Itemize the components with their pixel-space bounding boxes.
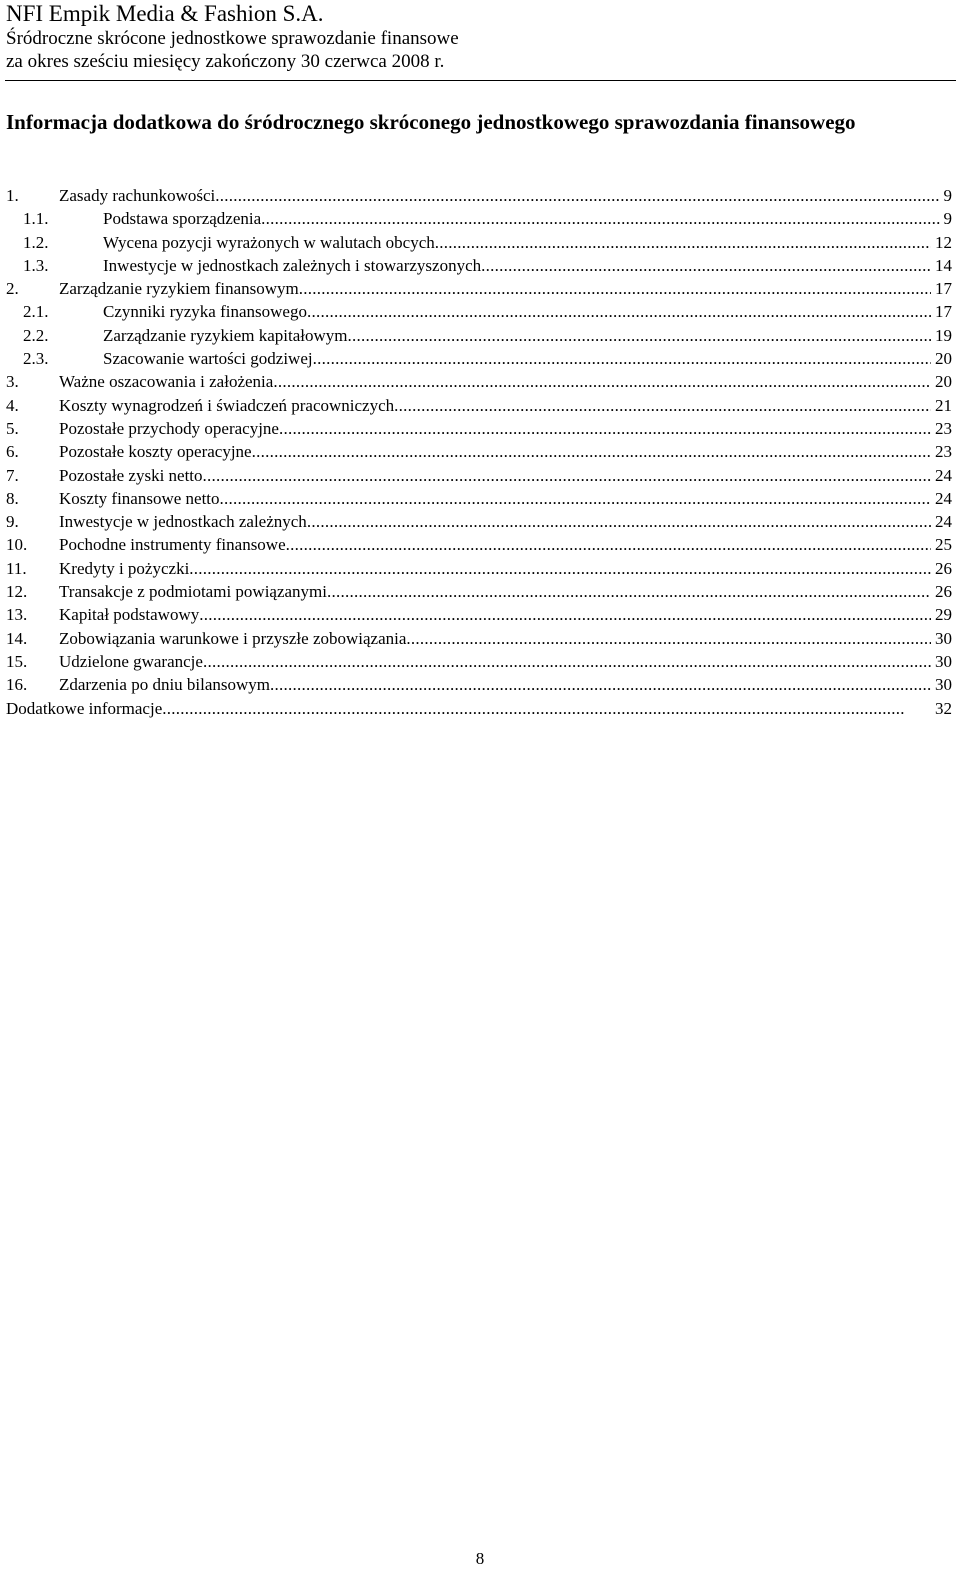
toc-entry-title: Szacowanie wartości godziwej xyxy=(103,349,313,369)
toc-dot-leader xyxy=(313,347,931,370)
toc-entry-title: Wycena pozycji wyrażonych w walutach obcych xyxy=(103,232,435,252)
toc-entry-number: 11. xyxy=(6,558,27,578)
page-number: 8 xyxy=(475,1549,485,1568)
toc-entry-page: 17 xyxy=(935,279,952,299)
toc-entry-page: 29 xyxy=(935,605,952,625)
toc-entry-number: 1.2. xyxy=(23,232,49,252)
toc-entry[interactable] xyxy=(6,650,952,673)
toc-entry-title: Transakcje z podmiotami powiązanymi xyxy=(59,582,328,602)
toc-entry-number: 1. xyxy=(6,186,19,205)
toc-entry-number: 3. xyxy=(6,372,19,392)
toc-entry[interactable] xyxy=(6,697,952,720)
toc-entry-page: 30 xyxy=(935,675,952,695)
toc-entry-title: Podstawa sporządzenia xyxy=(103,209,262,229)
toc-dot-leader xyxy=(435,231,931,254)
toc-entry-number: 13. xyxy=(6,605,28,625)
toc-entry-title: Inwestycje w jednostkach zależnych i stowarzyszonych xyxy=(103,255,482,275)
toc-entry-number: 2.2. xyxy=(23,325,49,345)
toc-dot-leader xyxy=(215,184,939,207)
toc-entry-number: 4. xyxy=(6,395,19,415)
toc-entry-page: 23 xyxy=(935,442,952,462)
toc-entry-number: 8. xyxy=(6,488,19,508)
toc-entry-title: Zobowiązania warunkowe i przyszłe zobowiązania xyxy=(59,628,407,648)
toc-entry-title: Koszty wynagrodzeń i świadczeń pracowniczych xyxy=(59,395,395,415)
toc-dot-leader xyxy=(203,464,931,487)
toc-entry-number: 10. xyxy=(6,535,28,555)
toc-entry-page: 20 xyxy=(935,372,952,392)
report-period: za okres sześciu miesięcy zakończony 30 czerwca 2008 r. xyxy=(6,51,445,72)
toc-entry-page: 20 xyxy=(935,349,952,369)
toc-entry-title: Kredyty i pożyczki xyxy=(59,558,190,578)
toc-dot-leader xyxy=(203,650,931,673)
toc-entry-title: Udzielone gwarancje xyxy=(59,651,203,671)
toc-dot-leader xyxy=(252,440,931,463)
toc-dot-leader xyxy=(406,627,931,650)
company-name: NFI Empik Media & Fashion S.A. xyxy=(6,1,324,26)
toc-entry[interactable] xyxy=(6,254,952,277)
toc-dot-leader xyxy=(348,324,932,347)
toc-entry-page: 17 xyxy=(935,302,952,322)
toc-entry-page: 26 xyxy=(935,558,952,578)
toc-entry-title: Ważne oszacowania i założenia xyxy=(59,372,274,392)
toc-entry-number: 2.3. xyxy=(23,349,49,369)
toc-entry-title: Pozostałe koszty operacyjne xyxy=(59,442,252,462)
toc-entry-number: 5. xyxy=(6,418,19,438)
toc-entry[interactable] xyxy=(6,464,952,487)
toc-dot-leader xyxy=(286,533,931,556)
toc-entry-number: 2. xyxy=(6,279,19,299)
toc-dot-leader xyxy=(481,254,931,277)
toc-entry[interactable] xyxy=(6,417,952,440)
toc-entry[interactable] xyxy=(6,487,952,510)
toc-entry[interactable] xyxy=(6,510,952,533)
toc-entry-page: 25 xyxy=(935,535,952,555)
header-divider xyxy=(5,80,956,81)
toc-dot-leader xyxy=(220,487,931,510)
toc-entry-page: 24 xyxy=(935,465,952,485)
toc-entry-page: 21 xyxy=(935,395,952,415)
toc-entry-title: Zdarzenia po dniu bilansowym xyxy=(59,675,271,695)
toc-entry-page: 32 xyxy=(935,698,952,718)
toc-dot-leader xyxy=(307,300,931,323)
toc-entry-title: Pozostałe przychody operacyjne xyxy=(59,418,279,438)
toc-entry-title: Koszty finansowe netto xyxy=(59,488,220,508)
toc-entry-title: Inwestycje w jednostkach zależnych xyxy=(59,512,307,532)
toc-entry[interactable] xyxy=(6,300,952,323)
toc-entry-page: 30 xyxy=(935,628,952,648)
toc-entry-title: Dodatkowe informacje xyxy=(6,698,163,718)
toc-dot-leader xyxy=(270,673,931,696)
toc-entry-title: Pozostałe zyski netto xyxy=(59,465,203,485)
toc-dot-leader xyxy=(162,697,931,720)
toc-entry-number: 1.1. xyxy=(23,209,49,229)
toc-entry-page: 30 xyxy=(935,651,952,671)
toc-entry[interactable] xyxy=(6,231,952,254)
toc-entry[interactable] xyxy=(6,324,952,347)
toc-entry-number: 15. xyxy=(6,651,28,671)
toc-entry-page: 19 xyxy=(935,325,952,345)
toc-dot-leader xyxy=(279,417,931,440)
toc-entry-title: Czynniki ryzyka finansowego xyxy=(103,302,307,322)
toc-entry-page: 23 xyxy=(935,418,952,438)
toc-dot-leader xyxy=(394,394,931,417)
toc-dot-leader xyxy=(189,557,931,580)
toc-dot-leader xyxy=(299,277,931,300)
toc-entry[interactable] xyxy=(6,627,952,650)
toc-entry-page: 12 xyxy=(935,232,952,252)
toc-entry-title: Zarządzanie ryzykiem kapitałowym xyxy=(103,325,348,345)
toc-entry-number: 14. xyxy=(6,628,28,648)
toc-entry-number: 2.1. xyxy=(23,302,49,322)
toc-dot-leader xyxy=(273,370,931,393)
toc-entry[interactable] xyxy=(6,603,952,626)
toc-entry-number: 7. xyxy=(6,465,19,485)
table-of-contents xyxy=(6,184,952,720)
toc-dot-leader xyxy=(199,603,931,626)
toc-entry[interactable] xyxy=(6,347,952,370)
toc-entry-page: 24 xyxy=(935,512,952,532)
toc-entry-number: 16. xyxy=(6,675,28,695)
toc-entry-page: 9 xyxy=(943,186,952,205)
toc-entry-number: 1.3. xyxy=(23,255,49,275)
toc-entry-number: 6. xyxy=(6,442,19,462)
toc-entry-number: 9. xyxy=(6,512,19,532)
toc-dot-leader xyxy=(307,510,931,533)
toc-entry[interactable] xyxy=(6,440,952,463)
toc-entry-title: Pochodne instrumenty finansowe xyxy=(59,535,286,555)
document-header xyxy=(6,0,956,73)
report-title: Śródroczne skrócone jednostkowe sprawozdanie finansowe xyxy=(6,28,459,49)
toc-entry[interactable] xyxy=(6,207,952,230)
toc-entry-number: 12. xyxy=(6,582,28,602)
toc-entry[interactable] xyxy=(6,580,952,603)
toc-entry-page: 9 xyxy=(943,209,952,229)
toc-entry-page: 14 xyxy=(935,255,952,275)
toc-entry[interactable] xyxy=(6,277,952,300)
toc-entry[interactable] xyxy=(6,533,952,556)
toc-entry[interactable] xyxy=(6,557,952,580)
toc-entry-title: Kapitał podstawowy xyxy=(59,605,200,625)
toc-entry-title: Zarządzanie ryzykiem finansowym xyxy=(59,279,299,299)
toc-entry[interactable] xyxy=(6,184,952,207)
toc-entry[interactable] xyxy=(6,673,952,696)
toc-entry[interactable] xyxy=(6,370,952,393)
toc-entry-title: Zasady rachunkowości xyxy=(59,186,216,205)
toc-dot-leader xyxy=(261,207,939,230)
toc-dot-leader xyxy=(327,580,931,603)
toc-entry[interactable] xyxy=(6,394,952,417)
toc-entry-page: 24 xyxy=(935,488,952,508)
toc-entry-page: 26 xyxy=(935,582,952,602)
section-heading: Informacja dodatkowa do śródrocznego skróconego jednostkowego sprawozdania finansowego xyxy=(6,110,856,134)
